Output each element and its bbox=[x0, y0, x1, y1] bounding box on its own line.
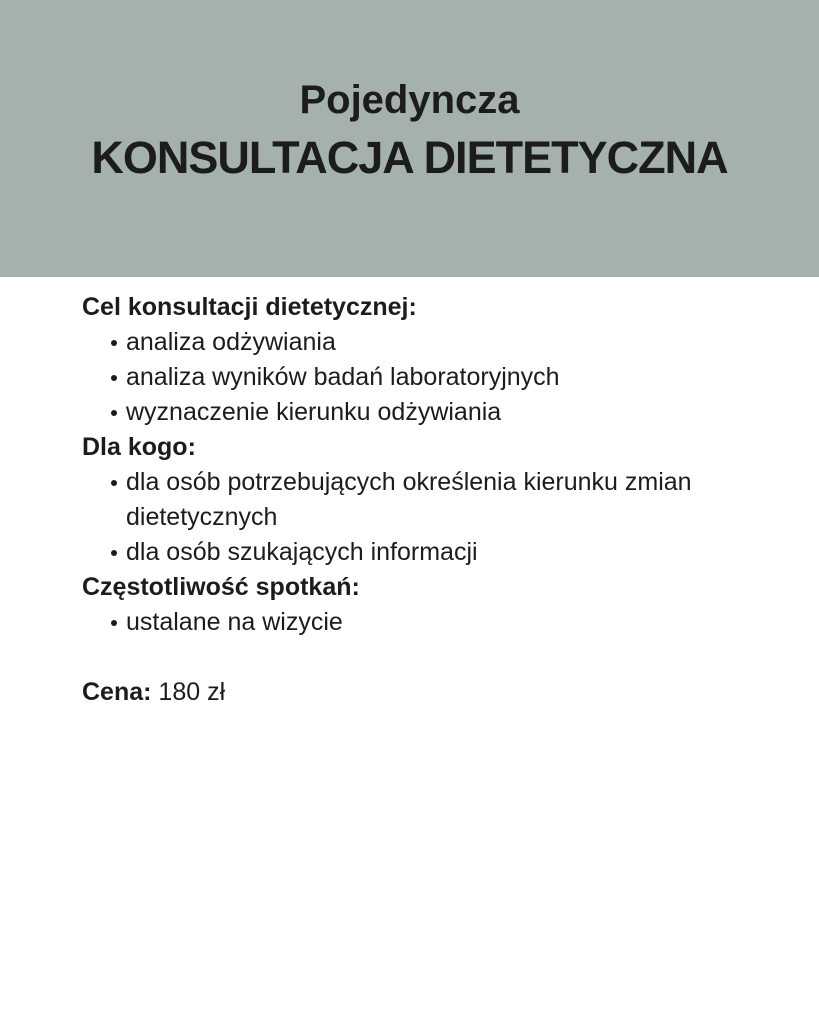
header-banner bbox=[0, 0, 819, 277]
content-area bbox=[0, 277, 819, 710]
section-heading-for-whom: Dla kogo: bbox=[82, 433, 196, 461]
bullet-dot-icon bbox=[111, 340, 117, 346]
price-label: Cena: bbox=[82, 678, 152, 706]
section-heading-goal: Cel konsultacji dietetycznej: bbox=[82, 293, 417, 321]
frequency-bullet-list bbox=[82, 605, 759, 640]
section-meeting-frequency bbox=[82, 570, 759, 640]
section-consultation-goal bbox=[82, 290, 759, 430]
list-item bbox=[82, 360, 759, 395]
list-item-text: analiza wyników badań laboratoryjnych bbox=[126, 363, 560, 391]
list-item-text: dla osób szukających informacji bbox=[126, 538, 478, 566]
price-value: 180 zł bbox=[158, 678, 226, 706]
goal-bullet-list bbox=[82, 325, 759, 430]
list-item-text: analiza odżywiania bbox=[126, 328, 336, 356]
list-item-text: ustalane na wizycie bbox=[126, 608, 343, 636]
page-title: KONSULTACJA DIETETYCZNA bbox=[91, 132, 728, 183]
list-item bbox=[82, 325, 759, 360]
bullet-dot-icon bbox=[111, 375, 117, 381]
list-item bbox=[82, 395, 759, 430]
bullet-dot-icon bbox=[111, 620, 117, 626]
bullet-dot-icon bbox=[111, 480, 117, 486]
bullet-dot-icon bbox=[111, 410, 117, 416]
list-item bbox=[82, 535, 759, 570]
section-heading-frequency: Częstotliwość spotkań: bbox=[82, 573, 360, 601]
list-item-text: wyznaczenie kierunku odżywiania bbox=[126, 398, 502, 426]
header-subtitle: Pojedyncza bbox=[299, 78, 520, 122]
list-item-text: dla osób potrzebujących określenia kierunku zmian dietetycznych bbox=[126, 468, 692, 531]
section-for-whom bbox=[82, 430, 759, 570]
list-item bbox=[82, 465, 759, 535]
for-whom-bullet-list bbox=[82, 465, 759, 570]
list-item bbox=[82, 605, 759, 640]
price-line bbox=[82, 675, 759, 710]
bullet-dot-icon bbox=[111, 550, 117, 556]
